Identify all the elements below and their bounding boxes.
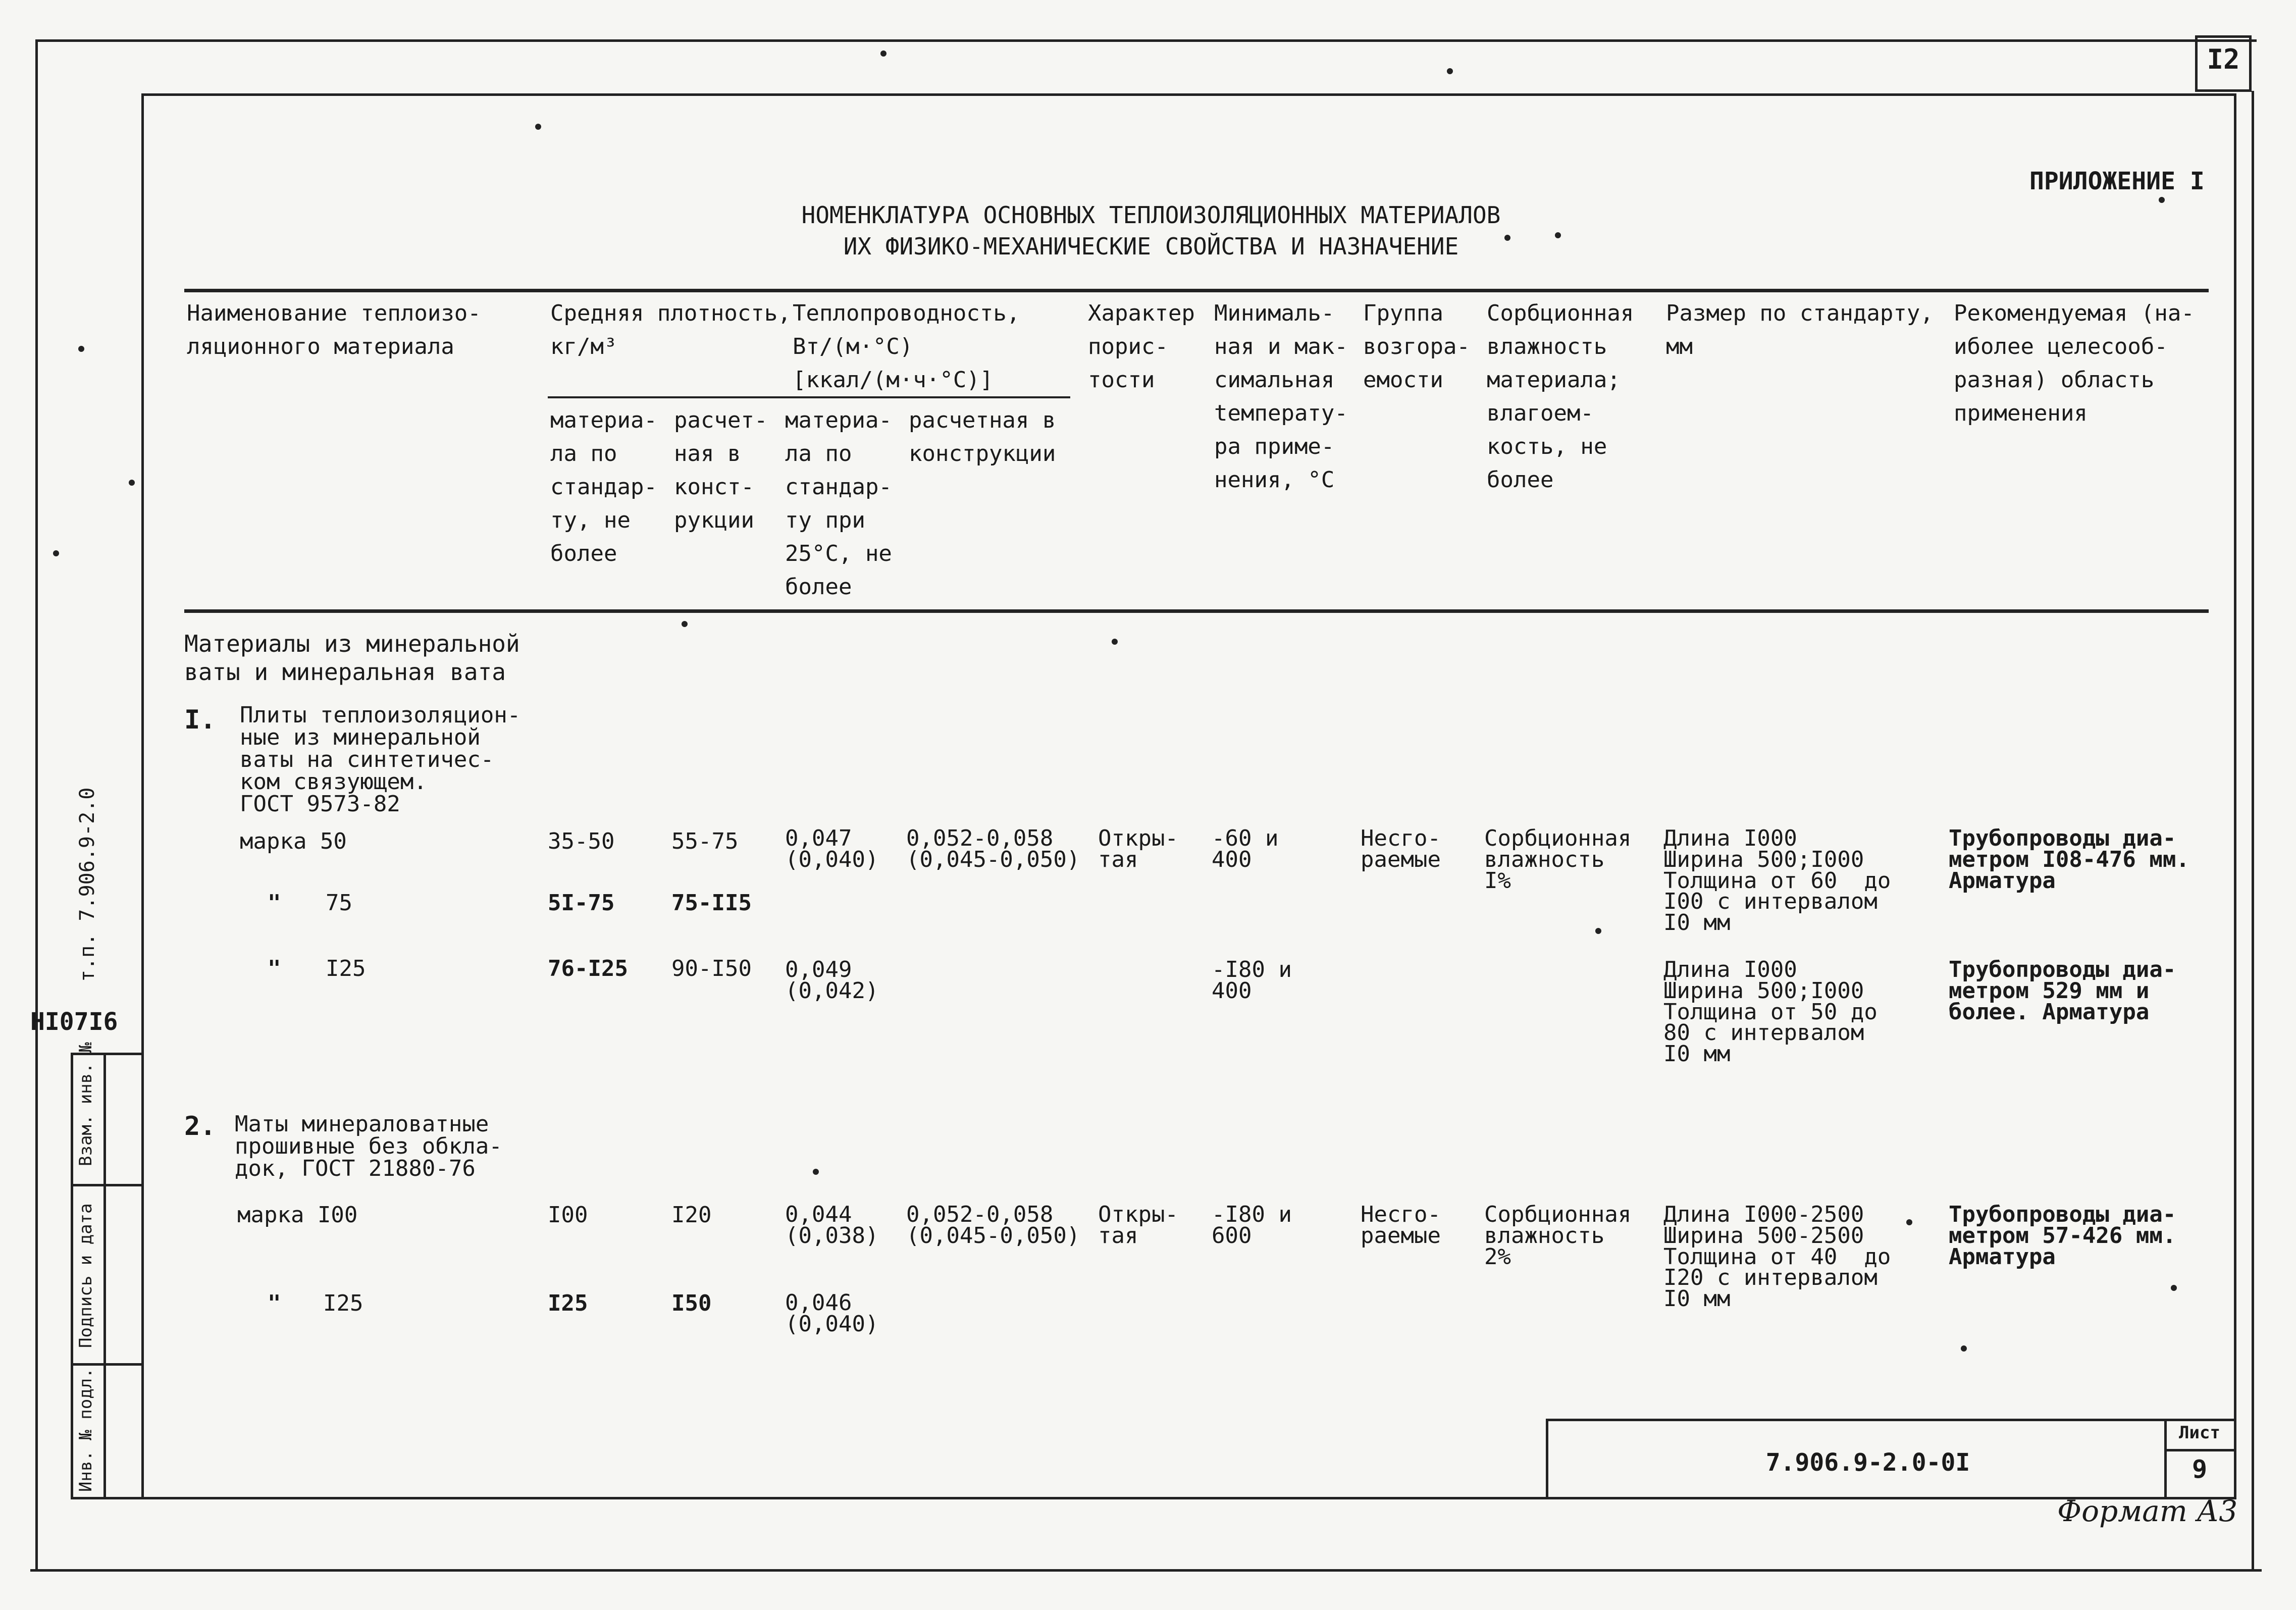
item-1-row-1-flammability: Несго- раемые <box>1361 825 1441 872</box>
scan-speck <box>2159 197 2165 203</box>
header-application: Рекомендуемая (на- иболее целесооб- разная) область применения <box>1954 300 2195 426</box>
item-1-row-1-density-calc: 55-75 <box>671 828 739 854</box>
side-stamp-rule-1 <box>71 1184 144 1186</box>
scan-speck <box>129 480 135 486</box>
item-1-row-3-density-std: 76-I25 <box>548 956 628 981</box>
item-1-row-1-size: Длина I000 Ширина 500;I000 Толщина от 60 до I00 с интервалом I0 мм <box>1663 825 1891 936</box>
scan-speck <box>813 1169 819 1175</box>
header-conductivity: Теплопроводность, Вт/(м·°С) [ккал/(м·ч·°С)] <box>793 300 1020 393</box>
item-2-row-1-density-std: I00 <box>548 1202 588 1228</box>
item-2-row-2-ditto: " <box>268 1290 281 1316</box>
outer-left-border <box>35 39 38 1569</box>
scan-speck <box>1595 928 1601 934</box>
item-1-row-1-cond-std: 0,047 (0,040) <box>785 825 879 872</box>
item-1-row-3-size: Длина I000 Ширина 500;I000 Толщина от 50 до 80 с интервалом I0 мм <box>1663 957 1877 1067</box>
scan-speck <box>880 50 886 57</box>
item-2-row-1-density-calc: I20 <box>671 1202 712 1228</box>
item-2-row-2-cond-std: 0,046 (0,040) <box>785 1290 879 1337</box>
scan-speck <box>1906 1219 1912 1225</box>
inner-top-border <box>144 93 2236 96</box>
item-2-number: 2. <box>184 1111 216 1141</box>
format-label: Формат А3 <box>2057 1494 2238 1528</box>
item-1-row-1-cond-calc: 0,052-0,058 (0,045-0,050) <box>906 825 1080 872</box>
item-1-row-1-application: Трубопроводы диа- метром I08-476 мм. Арматура <box>1949 825 2189 894</box>
side-stamp-rule-2 <box>71 1363 144 1366</box>
side-stamp-label-2: Подпись и дата <box>76 1203 96 1348</box>
sheet-number: 9 <box>2191 1455 2208 1484</box>
side-code: т.п. 7.906.9-2.0 <box>76 787 99 982</box>
header-density-calc: расчет- ная в конст- рукции <box>674 407 768 533</box>
item-1-row-2-mark: 75 <box>326 890 352 916</box>
side-stamp-label-3: Инв. № подл. <box>76 1368 96 1492</box>
header-density: Средняя плотность, кг/м³ <box>550 300 791 359</box>
item-2-name: Маты минераловатные прошивные без обкла- док, ГОСТ 21880-76 <box>235 1111 502 1181</box>
header-bottom-rule <box>184 609 2209 613</box>
item-1-row-3-mark: I25 <box>326 956 366 981</box>
title-line-1: НОМЕНКЛАТУРА ОСНОВНЫХ ТЕПЛОИЗОЛЯЦИОННЫХ МАТЕРИАЛОВ <box>801 201 1501 229</box>
item-1-row-3-temperature: -I80 и 400 <box>1212 957 1292 1004</box>
header-sorption: Сорбционная влажность материала; влагоем- кость, не более <box>1487 300 1634 493</box>
scan-speck <box>1447 68 1453 74</box>
item-1-row-1-temperature: -60 и 400 <box>1212 825 1279 872</box>
outer-top-border <box>35 39 2257 42</box>
item-1-name: Плиты теплоизоляцион- ные из минеральной ваты на синтетичес- ком связующем. ГОСТ 9573-82 <box>240 702 521 817</box>
item-2-row-2-mark: I25 <box>323 1290 363 1316</box>
outer-right-border <box>2252 91 2254 1570</box>
side-stamp-divider <box>103 1053 106 1499</box>
sheet-label-rule <box>2164 1449 2235 1451</box>
density-subrule <box>548 396 808 398</box>
page-number-box <box>2195 35 2252 92</box>
item-1-row-3-density-calc: 90-I50 <box>671 956 752 981</box>
inner-right-border <box>2234 93 2236 1499</box>
item-2-row-1-mark: марка I00 <box>237 1202 358 1228</box>
item-2-row-1-size: Длина I000-2500 Ширина 500-2500 Толщина от 40 до I20 с интервалом I0 мм <box>1663 1202 1891 1312</box>
item-1-row-2-density-std: 5I-75 <box>548 890 615 916</box>
item-2-row-1-temperature: -I80 и 600 <box>1212 1202 1292 1249</box>
header-density-std: материа- ла по стандар- ту, не более <box>550 407 657 566</box>
item-1-row-1-sorption: Сорбционная влажность I% <box>1484 825 1632 894</box>
item-1-row-2-ditto: " <box>268 890 281 916</box>
header-flammability: Группа возгора- емости <box>1363 300 1470 393</box>
header-cond-calc: расчетная в конструкции <box>909 407 1056 466</box>
header-cond-std: материа- ла по стандар- ту при 25°С, не более <box>785 407 892 600</box>
outer-bottom-border <box>30 1569 2262 1572</box>
scan-speck <box>1504 235 1510 241</box>
header-size: Размер по стандарту, мм <box>1666 300 1934 359</box>
header-porosity: Характер порис- тости <box>1088 300 1195 393</box>
item-2-row-1-application: Трубопроводы диа- метром 57-426 мм. Арматура <box>1949 1202 2176 1270</box>
scan-speck <box>535 124 541 130</box>
item-2-row-1-porosity: Откры- тая <box>1098 1202 1178 1249</box>
item-1-row-3-ditto: " <box>268 956 281 981</box>
item-1-row-1-density-std: 35-50 <box>548 828 615 854</box>
scan-speck <box>1961 1345 1967 1352</box>
item-1-row-1-mark: марка 50 <box>240 828 347 854</box>
drawing-code: 7.906.9-2.0-0I <box>1765 1448 1970 1477</box>
item-2-row-1-sorption: Сорбционная влажность 2% <box>1484 1202 1632 1270</box>
item-1-row-2-density-calc: 75-II5 <box>671 890 752 916</box>
scan-speck <box>53 550 59 556</box>
header-temperature: Минималь- ная и мак- симальная tемперату- ра приме- нения, °С <box>1214 300 1348 493</box>
item-2-row-1-cond-calc: 0,052-0,058 (0,045-0,050) <box>906 1202 1080 1249</box>
item-1-number: I. <box>184 705 216 735</box>
item-2-row-1-cond-std: 0,044 (0,038) <box>785 1202 879 1249</box>
item-1-row-1-porosity: Откры- тая <box>1098 825 1178 872</box>
item-1-row-3-application: Трубопроводы диа- метром 529 мм и более. Арматура <box>1949 957 2176 1025</box>
inventory-number: HI07I6 <box>30 1008 118 1036</box>
header-name: Наименование теплоизо- ляционного материала <box>187 300 481 359</box>
scan-speck <box>1555 232 1561 238</box>
appendix-label: ПРИЛОЖЕНИЕ I <box>2029 167 2205 195</box>
section-label: Материалы из минеральной ваты и минеральная вата <box>184 630 520 686</box>
scan-speck <box>78 346 84 352</box>
table-top-rule <box>184 289 2209 292</box>
scan-speck <box>1112 639 1118 645</box>
item-1-row-3-cond-std: 0,049 (0,042) <box>785 957 879 1004</box>
title-line-2: ИХ ФИЗИКО-МЕХАНИЧЕСКИЕ СВОЙСТВА И НАЗНАЧЕНИЕ <box>843 233 1459 260</box>
scan-speck <box>682 621 688 627</box>
side-stamp-label-1: Взам. инв. № <box>76 1042 96 1166</box>
scan-speck <box>2171 1285 2177 1291</box>
item-2-row-2-density-calc: I50 <box>671 1290 712 1316</box>
item-2-row-1-flammability: Несго- раемые <box>1361 1202 1441 1249</box>
item-2-row-2-density-std: I25 <box>548 1290 588 1316</box>
sheet-label: Лист <box>2179 1423 2220 1443</box>
page-number: I2 <box>2207 43 2240 75</box>
